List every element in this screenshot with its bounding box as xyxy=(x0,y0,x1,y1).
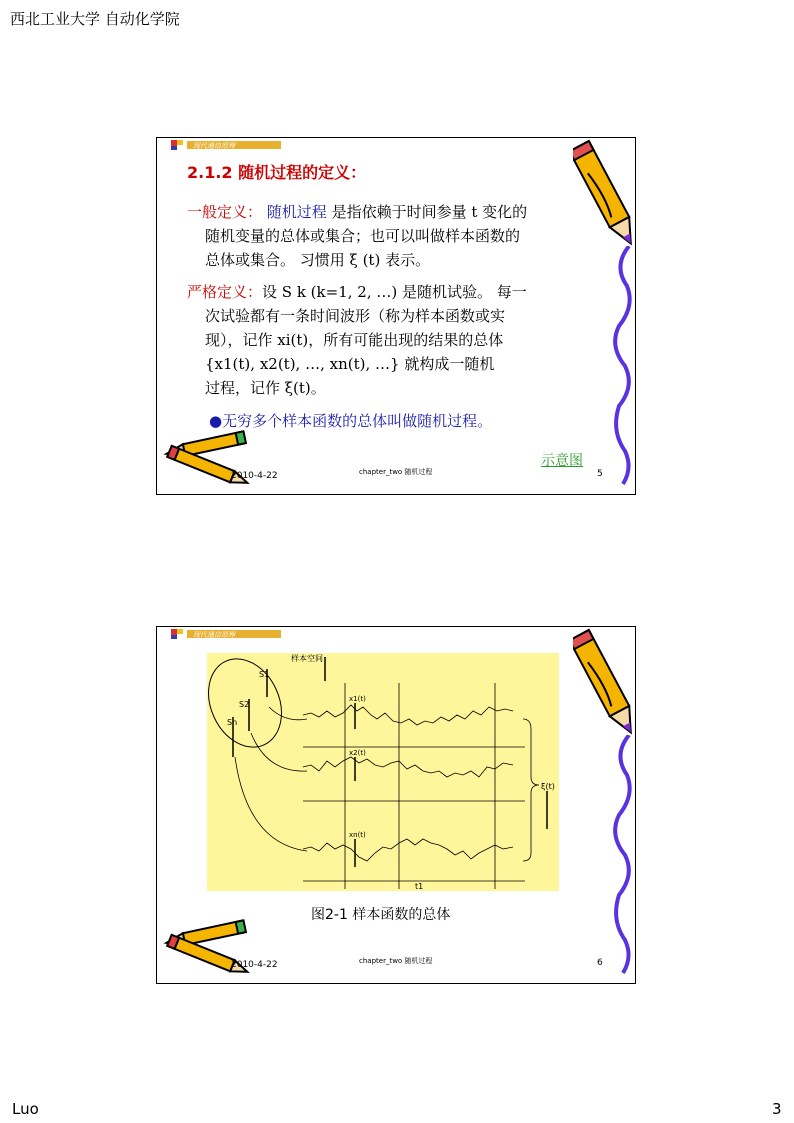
slide-6 xyxy=(156,626,636,984)
footer-page-number: 6 xyxy=(597,958,603,968)
sample-space-label: 样本空间 xyxy=(291,654,323,663)
slide-banner xyxy=(171,140,281,150)
slide-title: 2.1.2 随机过程的定义： xyxy=(187,163,367,182)
pencils-icon xyxy=(159,919,251,983)
footer-page-number: 5 xyxy=(597,469,603,479)
diagram-svg xyxy=(207,653,559,891)
strict-definition xyxy=(187,280,527,400)
figure-caption: 图2-1 样本函数的总体 xyxy=(311,907,451,923)
strict-line-5: 过程，记作 ξ(t)。 xyxy=(205,379,326,397)
x2-label: x2(t) xyxy=(349,749,366,757)
sample-functions-diagram xyxy=(207,653,559,891)
pencil-icon xyxy=(573,627,636,745)
x1-label: x1(t) xyxy=(349,695,366,703)
page-footer-author: Luo xyxy=(12,1100,39,1118)
svg-text:现代通信原理: 现代通信原理 xyxy=(193,142,235,150)
pencils-icon xyxy=(159,430,251,494)
general-line-2: 随机变量的总体或集合；也可以叫做样本函数的 xyxy=(205,227,521,245)
purple-squiggle xyxy=(609,246,636,486)
diagram-link[interactable]: 示意图 xyxy=(541,453,583,469)
slide-banner xyxy=(171,629,281,639)
strict-label: 严格定义： xyxy=(187,283,263,301)
page-footer-number: 3 xyxy=(772,1100,782,1118)
general-label: 一般定义： xyxy=(187,203,263,221)
sn-label: Sn xyxy=(227,718,238,727)
strict-line-3: 现），记作 xi(t)，所有可能出现的结果的总体 xyxy=(205,331,504,349)
purple-squiggle xyxy=(609,735,636,975)
footer-date: 2010-4-22 xyxy=(231,471,278,481)
strict-line-2: 次试验都有一条时间波形（称为样本函数或实 xyxy=(205,307,506,325)
general-definition xyxy=(187,200,527,272)
pencil-icon xyxy=(573,138,636,256)
svg-text:现代通信原理: 现代通信原理 xyxy=(193,631,235,639)
general-line-3: 总体或集合。 习惯用 ξ (t) 表示。 xyxy=(205,251,431,269)
strict-line-4: {x1(t), x2(t), …, xn(t), …} 就构成一随机 xyxy=(205,355,495,373)
footer-date: 2010-4-22 xyxy=(231,960,278,970)
page-header: 西北工业大学 自动化学院 xyxy=(10,10,180,28)
strict-line-1: 设 S k (k=1, 2, …) 是随机试验。 每一 xyxy=(262,283,527,301)
xi-label: ξ(t) xyxy=(541,782,555,791)
slide-5 xyxy=(156,137,636,495)
s2-label: S2 xyxy=(239,700,250,709)
footer-chapter: chapter_two 随机过程 xyxy=(359,468,433,476)
t1-label: t1 xyxy=(415,882,424,891)
footer-chapter: chapter_two 随机过程 xyxy=(359,957,433,965)
general-term: 随机过程 xyxy=(266,203,327,221)
general-line-1: 是指依赖于时间参量 t 变化的 xyxy=(326,203,528,221)
s1-label: S1 xyxy=(259,670,270,679)
bullet-statement: ●无穷多个样本函数的总体叫做随机过程。 xyxy=(209,412,493,430)
xn-label: xn(t) xyxy=(349,831,366,839)
